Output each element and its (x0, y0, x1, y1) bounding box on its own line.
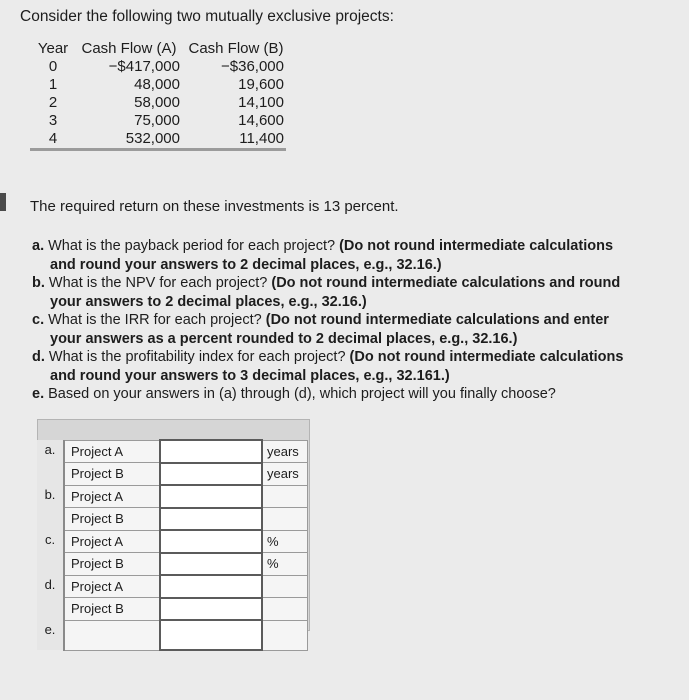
answer-row (37, 575, 308, 598)
question-instructions: (Do not round intermediate calculations and round your answers to 2 decimal places, e.g., 32.16.) (50, 275, 621, 310)
question-item (32, 311, 642, 348)
cash-flow-a-header: Cash Flow (A) (81, 40, 177, 57)
cash-flow-a-cell: −$417,000 (108, 58, 180, 75)
answer-unit (262, 485, 308, 508)
question-letter: b. (32, 275, 45, 291)
payback-a-input[interactable] (160, 440, 262, 463)
year-header: Year (37, 40, 69, 57)
answer-unit: years (262, 463, 308, 486)
table-row (30, 58, 286, 76)
question-text: What is the NPV for each project? (48, 275, 268, 291)
cash-flow-a-cell: 532,000 (125, 130, 180, 147)
table-rule (30, 150, 286, 158)
pi-b-input[interactable] (160, 598, 262, 621)
question-item (32, 237, 642, 274)
question-letter: e. (32, 386, 45, 402)
npv-b-input[interactable] (160, 508, 262, 531)
year-cell: 3 (48, 112, 58, 129)
answer-row (37, 508, 308, 531)
year-cell: 4 (48, 130, 58, 147)
intro-text: Consider the following two mutually exclusive projects: (20, 8, 394, 25)
answer-row (37, 463, 308, 486)
cash-flow-a-cell: 58,000 (134, 94, 180, 111)
answer-letter: c. (37, 530, 64, 553)
answer-project-label: Project A (64, 485, 160, 508)
answer-project-label: Project A (64, 530, 160, 553)
question-instructions: (Do not round intermediate calculations and round your answers to 2 decimal places, e.g., 32.16.) (50, 238, 614, 273)
answer-letter (37, 463, 64, 486)
cash-flow-a-cell: 48,000 (134, 76, 180, 93)
required-return-text: The required return on these investments is 13 percent. (30, 198, 399, 215)
question-text: What is the payback period for each project? (48, 238, 336, 254)
table-rule-line (30, 150, 286, 158)
answer-unit: years (262, 440, 308, 463)
answer-unit (262, 620, 308, 650)
answer-letter: a. (37, 440, 64, 463)
cash-flow-b-cell: 19,600 (238, 76, 284, 93)
cash-flow-b-cell: 14,600 (238, 112, 284, 129)
answer-table (37, 439, 308, 651)
answer-project-label: Project A (64, 575, 160, 598)
cash-flow-a-cell: 75,000 (134, 112, 180, 129)
question-instructions: (Do not round intermediate calculations and enter your answers as a percent rounded to 2 decimal places, e.g., 32.16.) (50, 312, 609, 347)
table-row (30, 112, 286, 130)
question-item (32, 348, 642, 385)
answer-letter (37, 553, 64, 576)
question-text: Based on your answers in (a) through (d), which project will you finally choose? (48, 386, 556, 402)
cash-flow-b-cell: −$36,000 (221, 58, 284, 75)
question-instructions: (Do not round intermediate calculations and round your answers to 3 decimal places, e.g., 32.161.) (50, 349, 624, 384)
answer-project-label: Project B (64, 598, 160, 621)
cash-flow-table (30, 40, 286, 157)
question-item (32, 274, 642, 311)
cash-flow-b-cell: 11,400 (239, 130, 284, 147)
answer-row (37, 485, 308, 508)
final-choice-select[interactable] (160, 620, 262, 650)
answer-unit: % (262, 553, 308, 576)
question-text: What is the IRR for each project? (48, 312, 262, 328)
answer-project-label (64, 620, 160, 650)
answer-letter: e. (37, 620, 64, 650)
side-marker (0, 193, 6, 211)
question-letter: c. (32, 312, 45, 328)
answer-row (37, 598, 308, 621)
answer-row (37, 553, 308, 576)
answer-row (37, 530, 308, 553)
answer-row (37, 620, 308, 650)
answer-project-label: Project B (64, 463, 160, 486)
table-row (30, 130, 286, 150)
payback-b-input[interactable] (160, 463, 262, 486)
answer-unit: % (262, 530, 308, 553)
answer-project-label: Project A (64, 440, 160, 463)
answer-letter (37, 598, 64, 621)
answer-unit (262, 575, 308, 598)
cash-flow-b-header: Cash Flow (B) (188, 40, 284, 57)
question-list (32, 237, 642, 404)
npv-a-input[interactable] (160, 485, 262, 508)
answer-row (37, 440, 308, 463)
question-item (32, 385, 642, 404)
answer-project-label: Project B (64, 553, 160, 576)
question-letter: a. (32, 238, 45, 254)
question-letter: d. (32, 349, 45, 365)
cash-flow-header-row (30, 40, 286, 58)
pi-a-input[interactable] (160, 575, 262, 598)
table-row (30, 76, 286, 94)
answer-unit (262, 598, 308, 621)
answer-letter: b. (37, 485, 64, 508)
cash-flow-b-cell: 14,100 (238, 94, 284, 111)
year-cell: 0 (48, 58, 58, 75)
year-cell: 1 (48, 76, 58, 93)
answer-letter: d. (37, 575, 64, 598)
irr-a-input[interactable] (160, 530, 262, 553)
question-text: What is the profitability index for each project? (48, 349, 346, 365)
year-cell: 2 (48, 94, 58, 111)
answer-letter (37, 508, 64, 531)
irr-b-input[interactable] (160, 553, 262, 576)
table-row (30, 94, 286, 112)
answer-unit (262, 508, 308, 531)
answer-project-label: Project B (64, 508, 160, 531)
